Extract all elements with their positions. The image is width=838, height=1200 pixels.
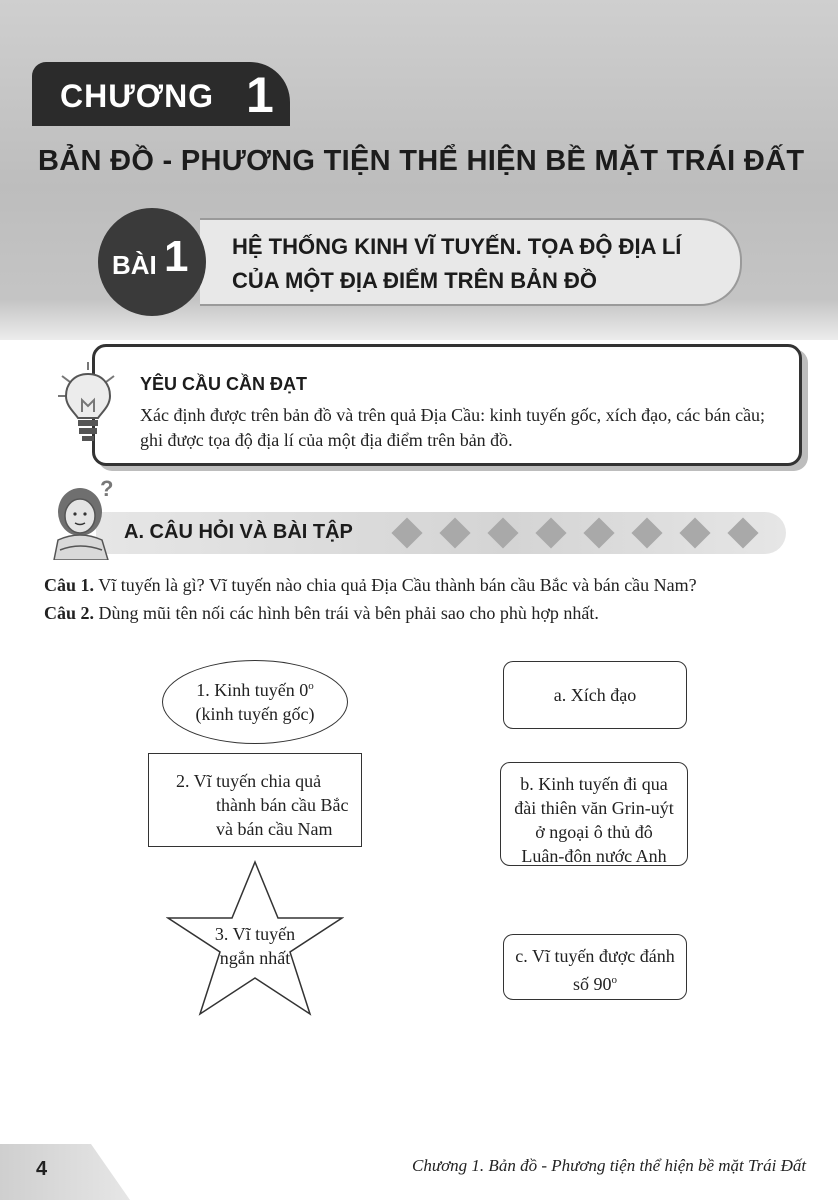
- question-mark: ?: [100, 476, 114, 501]
- box-b-line3: ở ngoại ô thủ đô: [535, 822, 653, 842]
- running-title: Chương 1. Bản đồ - Phương tiện thể hiện bề mặt Trái Đất: [412, 1156, 807, 1175]
- star-text: [166, 922, 344, 970]
- box-b-text: [500, 772, 688, 868]
- lesson-word: BÀI: [112, 250, 157, 280]
- box-b-line1: b. Kinh tuyến đi qua: [520, 774, 668, 794]
- lightbulb-icon: [58, 362, 124, 444]
- rect-line2: thành bán cầu Bắc: [216, 795, 349, 815]
- chapter-number: 1: [246, 67, 274, 123]
- box-b-line4: Luân-đôn nước Anh: [521, 846, 667, 866]
- chapter-tab: [32, 62, 290, 126]
- chapter-title: BẢN ĐỒ - PHƯƠNG TIỆN THỂ HIỆN BỀ MẶT TRÁI ĐẤT: [38, 145, 805, 177]
- lesson-number: 1: [164, 232, 189, 281]
- lesson-title-line2: CỦA MỘT ĐỊA ĐIỂM TRÊN BẢN ĐỒ: [232, 268, 598, 293]
- lesson-title-line1: HỆ THỐNG KINH VĨ TUYẾN. TỌA ĐỘ ĐỊA LÍ: [232, 234, 682, 259]
- requirements-title: YÊU CẦU CẦN ĐẠT: [140, 374, 308, 394]
- ellipse-degree: o: [308, 680, 314, 692]
- ellipse-text: [162, 674, 348, 726]
- star-line2: ngắn nhất: [219, 948, 291, 968]
- requirements-line1: Xác định được trên bản đồ và trên quả Địa Cầu: kinh tuyến gốc, xích đạo, các bán cầu;: [140, 405, 766, 425]
- box-a-text: a. Xích đạo: [553, 685, 637, 705]
- ellipse-line2: (kinh tuyến gốc): [195, 704, 315, 724]
- lesson-badge: [98, 208, 206, 316]
- ellipse-line1: 1. Kinh tuyến 0: [196, 680, 309, 700]
- box-c-degree: o: [611, 974, 617, 986]
- page-number: 4: [36, 1158, 48, 1180]
- box-c-line2: số 90: [572, 974, 612, 994]
- footer-tab: [0, 1144, 130, 1200]
- star-line1: 3. Vĩ tuyến: [214, 924, 296, 944]
- box-b-line2: đài thiên văn Grin-uýt: [514, 798, 674, 818]
- rect-line1: 2. Vĩ tuyến chia quả: [176, 771, 322, 791]
- question-2-label: Câu 2.: [44, 603, 95, 623]
- box-c-line1: c. Vĩ tuyến được đánh: [515, 946, 675, 966]
- requirements-line2: ghi được tọa độ địa lí của một địa điểm trên bản đồ.: [140, 430, 513, 450]
- question-2: [44, 603, 599, 624]
- question-2-text: Dùng mũi tên nối các hình bên trái và bên phải sao cho phù hợp nhất.: [94, 603, 599, 623]
- question-1-text: Vĩ tuyến là gì? Vĩ tuyến nào chia quả Địa Cầu thành bán cầu Bắc và bán cầu Nam?: [94, 575, 697, 595]
- rect-line3: và bán cầu Nam: [216, 819, 333, 839]
- question-1: [44, 575, 697, 596]
- box-c-text: [503, 944, 687, 996]
- question-1-label: Câu 1.: [44, 575, 95, 595]
- rect-text: [176, 769, 348, 841]
- section-title: A. CÂU HỎI VÀ BÀI TẬP: [124, 521, 353, 543]
- chapter-word: CHƯƠNG: [60, 78, 215, 114]
